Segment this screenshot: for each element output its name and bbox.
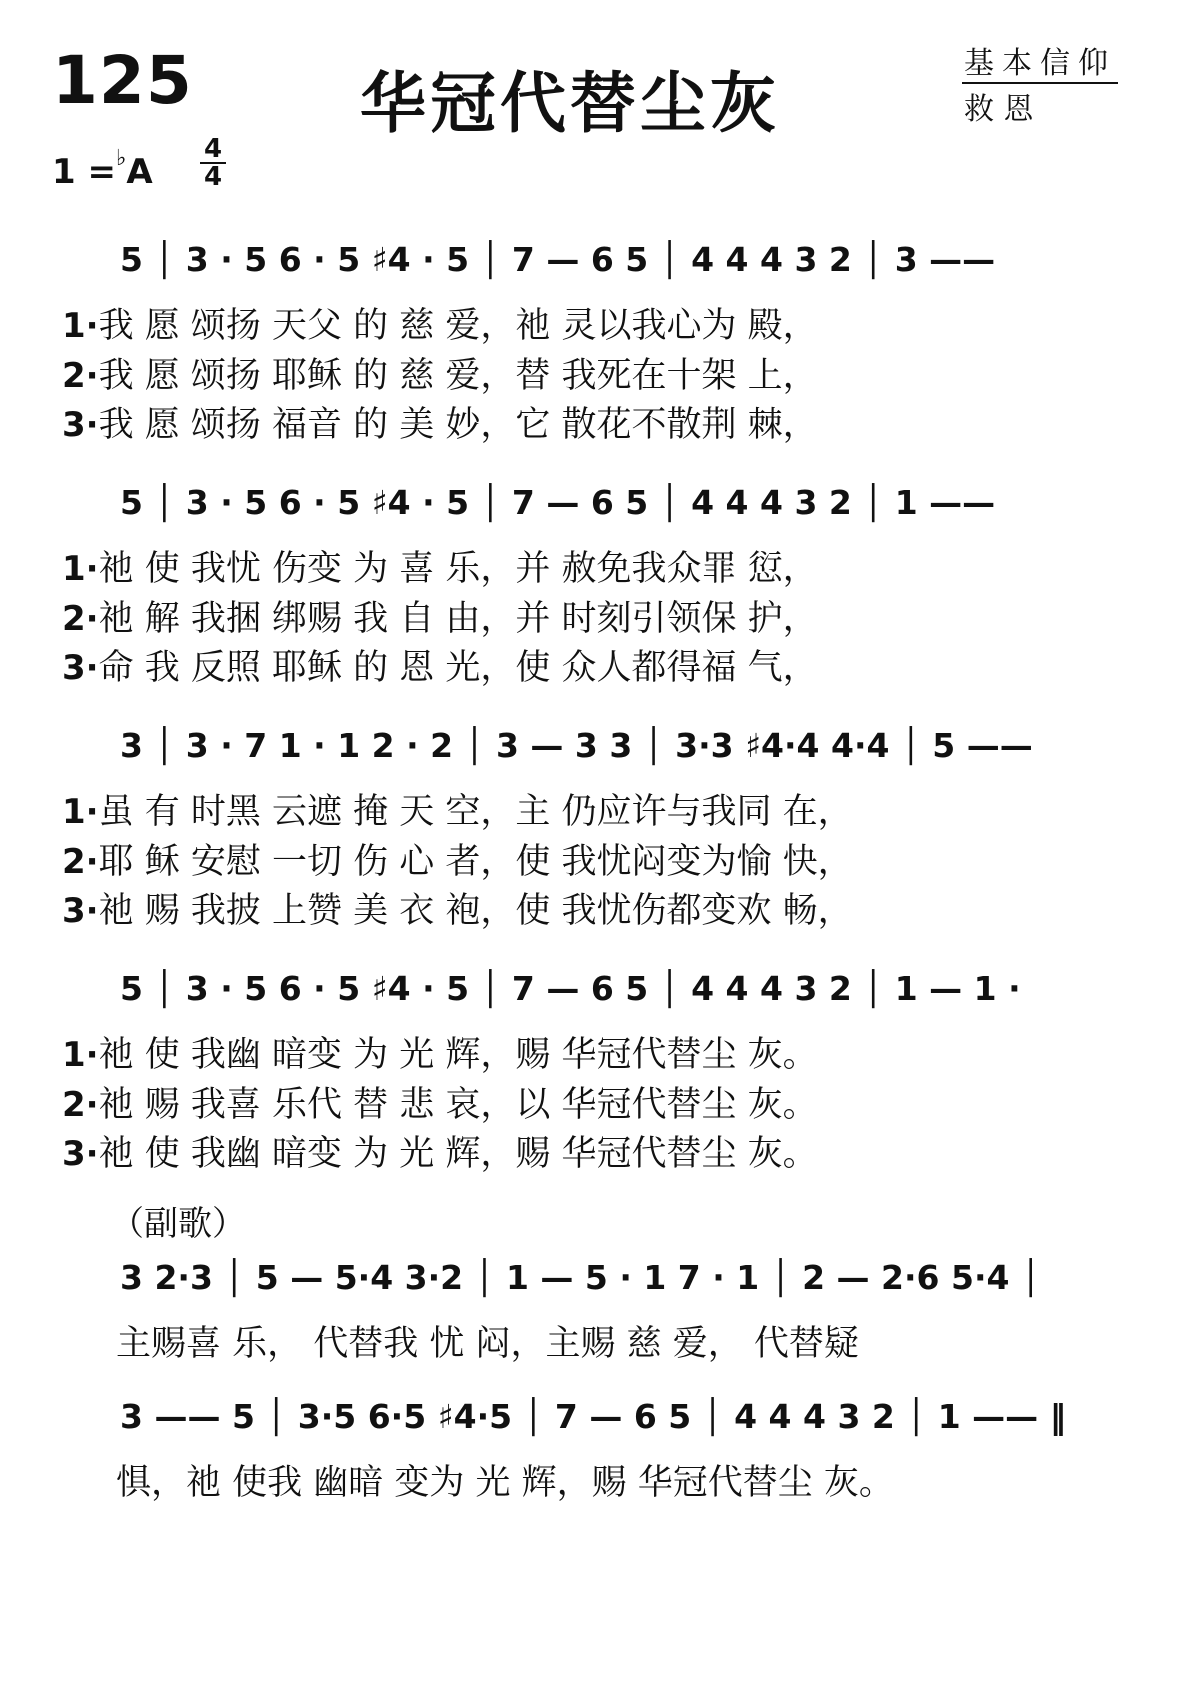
lyric-text: 虽 有 时黑 云遮 掩 天 空，主 仍应许与我同 在， bbox=[98, 792, 853, 832]
key-signature bbox=[52, 146, 153, 192]
lyric-text: 祂 赐 我披 上赞 美 衣 袍，使 我忧伤都变欢 畅， bbox=[98, 891, 853, 931]
verse-line bbox=[62, 1027, 818, 1077]
hymn-title: 华冠代替尘灰 bbox=[360, 65, 780, 142]
verse-number: 2· bbox=[62, 842, 99, 882]
chorus-notation-line: 3 2·3 │ 5 — 5·4 3·2 │ 1 — 5 · 1 7 · 1 │ 2 — 2·6 5·4 │ bbox=[120, 1258, 1041, 1297]
verse-number: 3· bbox=[62, 1134, 99, 1174]
verse-number: 1· bbox=[62, 306, 99, 346]
hymn-subcategory bbox=[964, 84, 1134, 128]
lyric-text: 耶 稣 安慰 一切 伤 心 者，使 我忧闷变为愉 快， bbox=[98, 842, 853, 882]
verse-number: 2· bbox=[62, 599, 99, 639]
verse-number: 3· bbox=[62, 405, 99, 445]
verse-line bbox=[62, 541, 818, 591]
notation-line: 5 │ 3 · 5 6 · 5 ♯4 · 5 │ 7 — 6 5 │ 4 4 4 3 2 │ 1 —— bbox=[120, 483, 996, 522]
verse-number: 1· bbox=[62, 792, 99, 832]
verse-line bbox=[62, 1126, 818, 1176]
verse-number: 2· bbox=[62, 356, 99, 396]
chorus-lyric-line: 惧，祂 使我 幽暗 变为 光 辉，赐 华冠代替尘 灰。 bbox=[116, 1463, 894, 1503]
notation-line: 3 │ 3 · 7 1 · 1 2 · 2 │ 3 — 3 3 │ 3·3 ♯4·4 4·4 │ 5 —— bbox=[120, 726, 1033, 765]
verse-line bbox=[62, 1077, 818, 1127]
verse-line bbox=[62, 640, 818, 690]
hymn-category: 基本信仰 bbox=[962, 46, 1118, 84]
key-label: 1 = bbox=[52, 152, 116, 192]
lyric-text: 祂 赐 我喜 乐代 替 悲 哀，以 华冠代替尘 灰。 bbox=[98, 1085, 818, 1125]
hymn-number: 125 bbox=[52, 42, 193, 119]
lyric-text: 命 我 反照 耶稣 的 恩 光，使 众人都得福 气， bbox=[98, 648, 818, 688]
lyric-text: 祂 使 我忧 伤变 为 喜 乐，并 赦免我众罪 愆， bbox=[98, 549, 818, 589]
key-note: A bbox=[126, 152, 153, 192]
verse-number: 1· bbox=[62, 549, 99, 589]
verse-number: 2· bbox=[62, 1085, 99, 1125]
notation-line: 5 │ 3 · 5 6 · 5 ♯4 · 5 │ 7 — 6 5 │ 4 4 4 3 2 │ 3 —— bbox=[120, 240, 996, 279]
verse-line bbox=[62, 883, 853, 933]
verse-number: 3· bbox=[62, 648, 99, 688]
chorus-notation-line: 3 —— 5 │ 3·5 6·5 ♯4·5 │ 7 — 6 5 │ 4 4 4 3 2 │ 1 —— ‖ bbox=[120, 1397, 1067, 1436]
meter-top: 4 bbox=[203, 134, 223, 164]
verse-line bbox=[62, 784, 853, 834]
chorus-lyric-line: 主赐喜 乐， 代替我 忧 闷，主赐 慈 爱， 代替疑 bbox=[116, 1324, 859, 1364]
flat-symbol: ♭ bbox=[115, 146, 127, 171]
time-signature bbox=[200, 136, 226, 190]
hymn-subcategory-text: 救 恩 bbox=[964, 92, 1034, 127]
lyric-text: 我 愿 颂扬 天父 的 慈 爱，祂 灵以我心为 殿， bbox=[98, 306, 818, 346]
verse-number: 3· bbox=[62, 891, 99, 931]
lyric-text: 祂 使 我幽 暗变 为 光 辉，赐 华冠代替尘 灰。 bbox=[98, 1134, 818, 1174]
verse-line bbox=[62, 348, 818, 398]
lyric-text: 祂 使 我幽 暗变 为 光 辉，赐 华冠代替尘 灰。 bbox=[98, 1035, 818, 1075]
verse-line bbox=[62, 591, 818, 641]
lyric-text: 祂 解 我捆 绑赐 我 自 由，并 时刻引领保 护， bbox=[98, 599, 818, 639]
lyric-text: 我 愿 颂扬 福音 的 美 妙，它 散花不散荆 棘， bbox=[98, 405, 818, 445]
chorus-label: （副歌） bbox=[110, 1204, 246, 1244]
meter-bottom: 4 bbox=[203, 162, 223, 192]
notation-line: 5 │ 3 · 5 6 · 5 ♯4 · 5 │ 7 — 6 5 │ 4 4 4 3 2 │ 1 — 1 · bbox=[120, 969, 1021, 1008]
verse-number: 1· bbox=[62, 1035, 99, 1075]
verse-line bbox=[62, 397, 818, 447]
verse-line bbox=[62, 298, 818, 348]
lyric-text: 我 愿 颂扬 耶稣 的 慈 爱，替 我死在十架 上， bbox=[98, 356, 818, 396]
verse-line bbox=[62, 834, 853, 884]
